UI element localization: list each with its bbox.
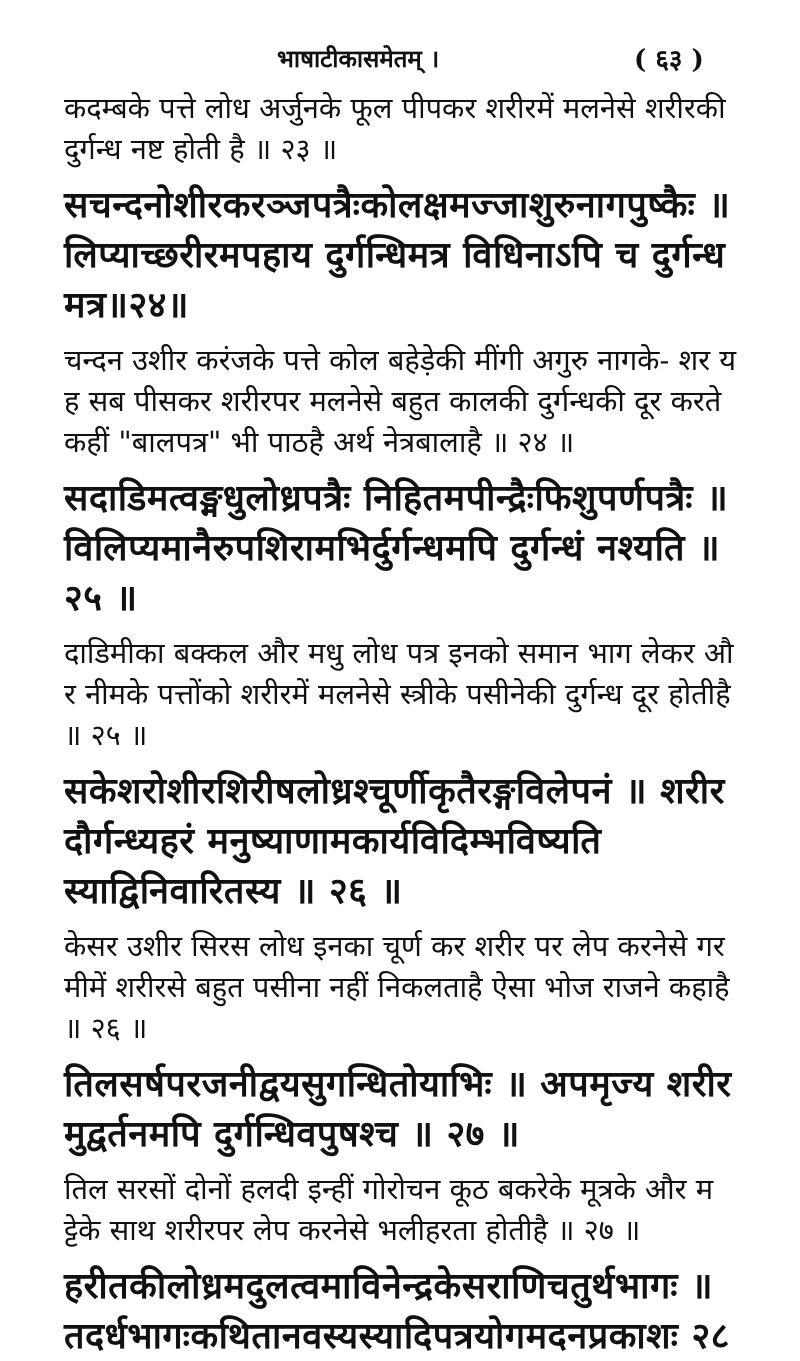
gloss-23: कदम्बके पत्ते लोध अर्जुनके फूल पीपकर शरीरमें मलनेसे शरीरकी दुर्गन्ध नष्ट होती है ॥ २३ ॥ bbox=[64, 91, 726, 166]
header-title: भाषाटीकासमेतम् । bbox=[277, 44, 440, 73]
sutra-28: हरीतकीलोध्रमदुलत्वमाविनेन्द्रकेसराणिचतुर्थभागः ॥ तदर्धभागःकथितानवस्यस्यादिपत्रयोगमदनप्रकाशः २८ bbox=[64, 1265, 730, 1357]
sutra-25: सदाडिमत्वङ्मधुलोध्रपत्रैः निहितमपीन्द्रैःफिशुपर्णपत्रैः ॥ विलिप्यमानैरुपशिरामभिर्दुर्गन्धमपि दुर्गन्धं नश्यति ॥ २५ ॥ bbox=[64, 477, 729, 619]
running-header bbox=[64, 34, 740, 82]
gloss-27: तिल सरसों दोनों हलदी इन्हीं गोरोचन कूठ बकरेके मूत्रके और मट्टेके साथ शरीरपर लेप करनेसे भलीहरता होतीहै ॥ २७ ॥ bbox=[64, 1172, 714, 1247]
gloss-26: केसर उशीर सिरस लोध इनका चूर्ण कर शरीर पर लेप करनेसे गरमीमें शरीरसे बहुत पसीना नहीं निकलताहै ऐसा भोज राजने कहाहै ॥ २६ ॥ bbox=[64, 929, 730, 1045]
sutra-26: सकेशरोशीरशिरीषलोध्रश्चूर्णीकृतैरङ्गविलेपनं ॥ शरीरदौर्गन्ध्यहरं मनुष्याणामकार्यविदिम्भविष्यति स्याद्विनिवारितस्य ॥ २६ ॥ bbox=[64, 770, 725, 912]
page-number: ( ६३ ) bbox=[634, 45, 704, 75]
gloss-24: चन्दन उशीर करंजके पत्ते कोल बहेड़ेकी मींगी अगुरु नागके- शर यह सब पीसकर शरीरपर मलनेसे बहुत कालकी दुर्गन्धकी दूर करते कहीं "बालपत्र" भी पाठहै अर्थ नेत्रबालाहै ॥ २४ ॥ bbox=[64, 343, 737, 459]
gloss-25: दाडिमीका बक्कल और मधु लोध पत्र इनको समान भाग लेकर और नीमके पत्तोंको शरीरमें मलनेसे स्त्रीके पसीनेकी दुर्गन्ध दूर होतीहै ॥ २५ ॥ bbox=[64, 636, 734, 752]
sutra-27: तिलसर्षपरजनीद्वयसुगन्धितोयाभिः ॥ अपमृज्य शरीरमुद्वर्तनमपि दुर्गन्धिवपुषश्च ॥ २७ ॥ bbox=[64, 1063, 732, 1155]
sutra-24: सचन्दनोशीरकरञ्जपत्रैःकोलक्षमज्जाशुरुनागपुष्कैः ॥ लिप्याच्छरीरमपहाय दुर्गन्धिमत्र विधिनाऽपि च दुर्गन्धमत्र॥२४॥ bbox=[64, 184, 731, 326]
